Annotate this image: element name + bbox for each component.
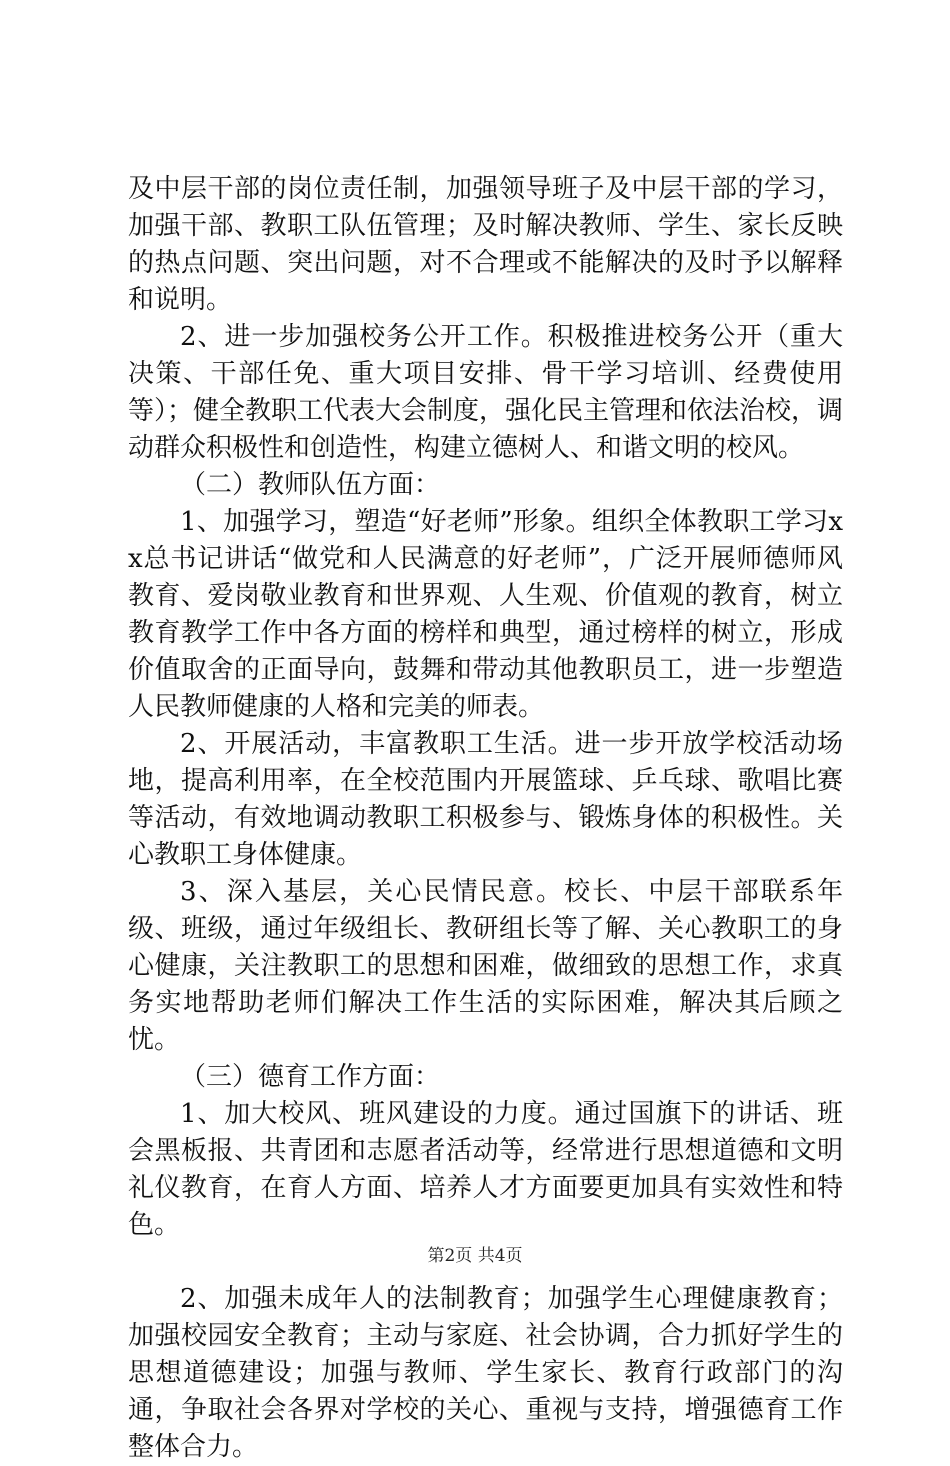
paragraph-grassroots: 3、深入基层，关心民情民意。校长、中层干部联系年级、班级，通过年级组长、教研组长等了解、关心教职工的身心健康，关注教职工的思想和困难，做细致的思想工作，求真务实地帮助老师们解决工作生活的实际困难，解决其后顾之忧。 — [128, 877, 843, 1055]
paragraph-school-spirit: 1、加大校风、班风建设的力度。通过国旗下的讲话、班会黑板报、共青团和志愿者活动等，经常进行思想道德和文明礼仪教育，在育人方面、培养人才方面要更加具有实效性和特色。 — [128, 1099, 843, 1240]
paragraph-activities: 2、开展活动，丰富教职工生活。进一步开放学校活动场地，提高利用率，在全校范围内开展篮球、乒乓球、歌唱比赛等活动，有效地调动教职工积极参与、锻炼身体的积极性。关心教职工身体健康。 — [128, 729, 843, 870]
section-heading-moral-education: （三）德育工作方面： — [180, 1062, 441, 1092]
paragraph-study: 1、加强学习，塑造“好老师”形象。组织全体教职工学习xx总书记讲话“做党和人民满意的好老师”，广泛开展师德师风教育、爱岗敬业教育和世界观、人生观、价值观的教育，树立教育教学工作中各方面的榜样和典型，通过榜样的树立，形成价值取舍的正面导向，鼓舞和带动其他教职员工，进一步塑造人民教师健康的人格和完美的师表。 — [128, 507, 843, 722]
paragraph-legal-education: 2、加强未成年人的法制教育；加强学生心理健康教育；加强校园安全教育；主动与家庭、社会协调，合力抓好学生的思想道德建设；加强与教师、学生家长、教育行政部门的沟通，争取社会各界对学校的关心、重视与支持，增强德育工作整体合力。 — [128, 1284, 843, 1462]
section-heading-teachers: （二）教师队伍方面： — [180, 470, 441, 500]
document-body — [128, 171, 843, 1466]
paragraph-continuation: 及中层干部的岗位责任制，加强领导班子及中层干部的学习，加强干部、教职工队伍管理；及时解决教师、学生、家长反映的热点问题、突出问题，对不合理或不能解决的及时予以解释和说明。 — [128, 174, 843, 315]
paragraph-school-affairs: 2、进一步加强校务公开工作。积极推进校务公开（重大决策、干部任免、重大项目安排、骨干学习培训、经费使用等）；健全教职工代表大会制度，强化民主管理和依法治校，调动群众积极性和创造性，构建立德树人、和谐文明的校风。 — [128, 322, 844, 463]
page-footer: 第2页 共4页 — [427, 1246, 523, 1266]
